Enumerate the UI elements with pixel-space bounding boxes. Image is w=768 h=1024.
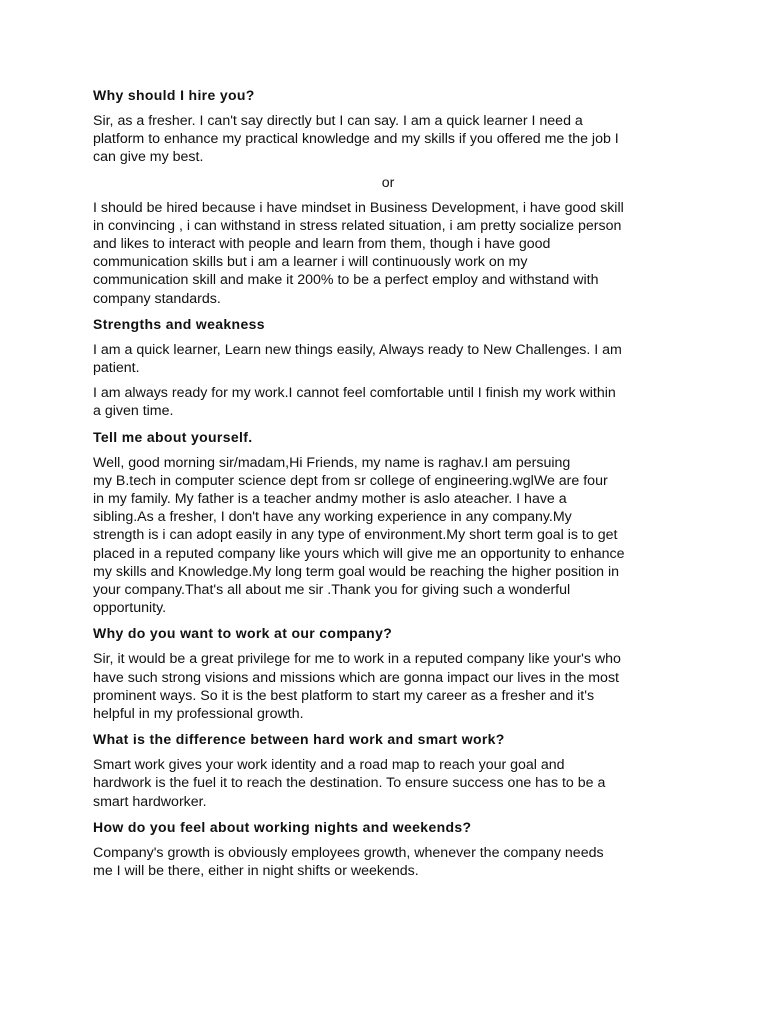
text-line: can give my best. <box>93 149 204 166</box>
text-line: Company's growth is obviously employees growth, whenever the company needs <box>93 844 604 861</box>
text-line: Well, good morning sir/madam,Hi Friends, my name is raghav.I am persuing <box>93 454 571 471</box>
text-line: my skills and Knowledge.My long term goal would be reaching the higher position in <box>93 563 620 580</box>
text-line: a given time. <box>93 403 174 420</box>
text-line: Sir, as a fresher. I can't say directly but I can say. I am a quick learner I need a <box>93 113 583 129</box>
text-line: communication skills but i am a learner i will continuously work on my <box>93 254 528 271</box>
section-heading-hire: Why should I hire you? <box>93 87 255 103</box>
text-line: I am always ready for my work.I cannot feel comfortable until I finish my work within <box>93 385 616 402</box>
text-line: platform to enhance my practical knowledge and my skills if you offered me the job I <box>93 131 619 148</box>
text-line: and likes to interact with people and learn from them, though i have good <box>93 236 551 253</box>
text-line: placed in a reputed company like yours which will give me an opportunity to enhance <box>93 545 625 562</box>
paragraph <box>93 199 683 308</box>
text-line: in my family. My father is a teacher andmy mother is aslo ateacher. I have a <box>93 491 567 508</box>
section-heading-yourself: Tell me about yourself. <box>93 428 253 445</box>
text-line: in convincing , i can withstand in stress related situation, i am pretty socialize person <box>93 217 622 234</box>
paragraph <box>93 384 683 420</box>
text-line: prominent ways. So it is the best platform to start my career as a fresher and it's <box>93 687 595 704</box>
text-line: company standards. <box>93 290 221 307</box>
text-line: sibling.As a fresher, I don't have any working experience in any company.My <box>93 509 572 526</box>
paragraph <box>93 112 683 167</box>
section-heading-strengths: Strengths and weakness <box>93 315 265 332</box>
section-heading-nights: How do you feel about working nights and weekends? <box>93 818 472 835</box>
text-line: helpful in my professional growth. <box>93 706 304 723</box>
text-line: hardwork is the fuel it to reach the destination. To ensure success one has to be a <box>93 775 606 792</box>
text-line: I should be hired because i have mindset in Business Development, i have good skill <box>93 199 624 216</box>
text-line: Smart work gives your work identity and a road map to reach your goal and <box>93 757 565 774</box>
paragraph <box>93 844 683 880</box>
section-heading-company: Why do you want to work at our company? <box>93 625 393 642</box>
text-line: communication skill and make it 200% to be a perfect employ and withstand with <box>93 272 599 289</box>
or-separator: or <box>381 174 395 191</box>
paragraph <box>93 756 683 811</box>
document-page <box>93 86 683 887</box>
text-line: me I will be there, either in night shifts or weekends. <box>93 863 419 880</box>
text-line: have such strong visions and missions which are gonna impact our lives in the most <box>93 669 619 686</box>
text-line: I am a quick learner, Learn new things easily, Always ready to New Challenges. I am <box>93 341 622 358</box>
section-heading-hard-smart: What is the difference between hard work and smart work? <box>93 731 505 748</box>
text-line: strength is i can adopt easily in any type of environment.My short term goal is to get <box>93 527 618 544</box>
text-line: Sir, it would be a great privilege for me to work in a reputed company like your's who <box>93 651 621 668</box>
text-line: smart hardworker. <box>93 793 207 810</box>
text-line: your company.That's all about me sir .Thank you for giving such a wonderful <box>93 582 571 599</box>
paragraph <box>93 650 683 723</box>
text-line: my B.tech in computer science dept from sr college of engineering.wglWe are four <box>93 472 608 489</box>
paragraph <box>93 454 683 618</box>
text-line: opportunity. <box>93 600 167 617</box>
paragraph <box>93 341 683 377</box>
text-line: patient. <box>93 360 140 377</box>
